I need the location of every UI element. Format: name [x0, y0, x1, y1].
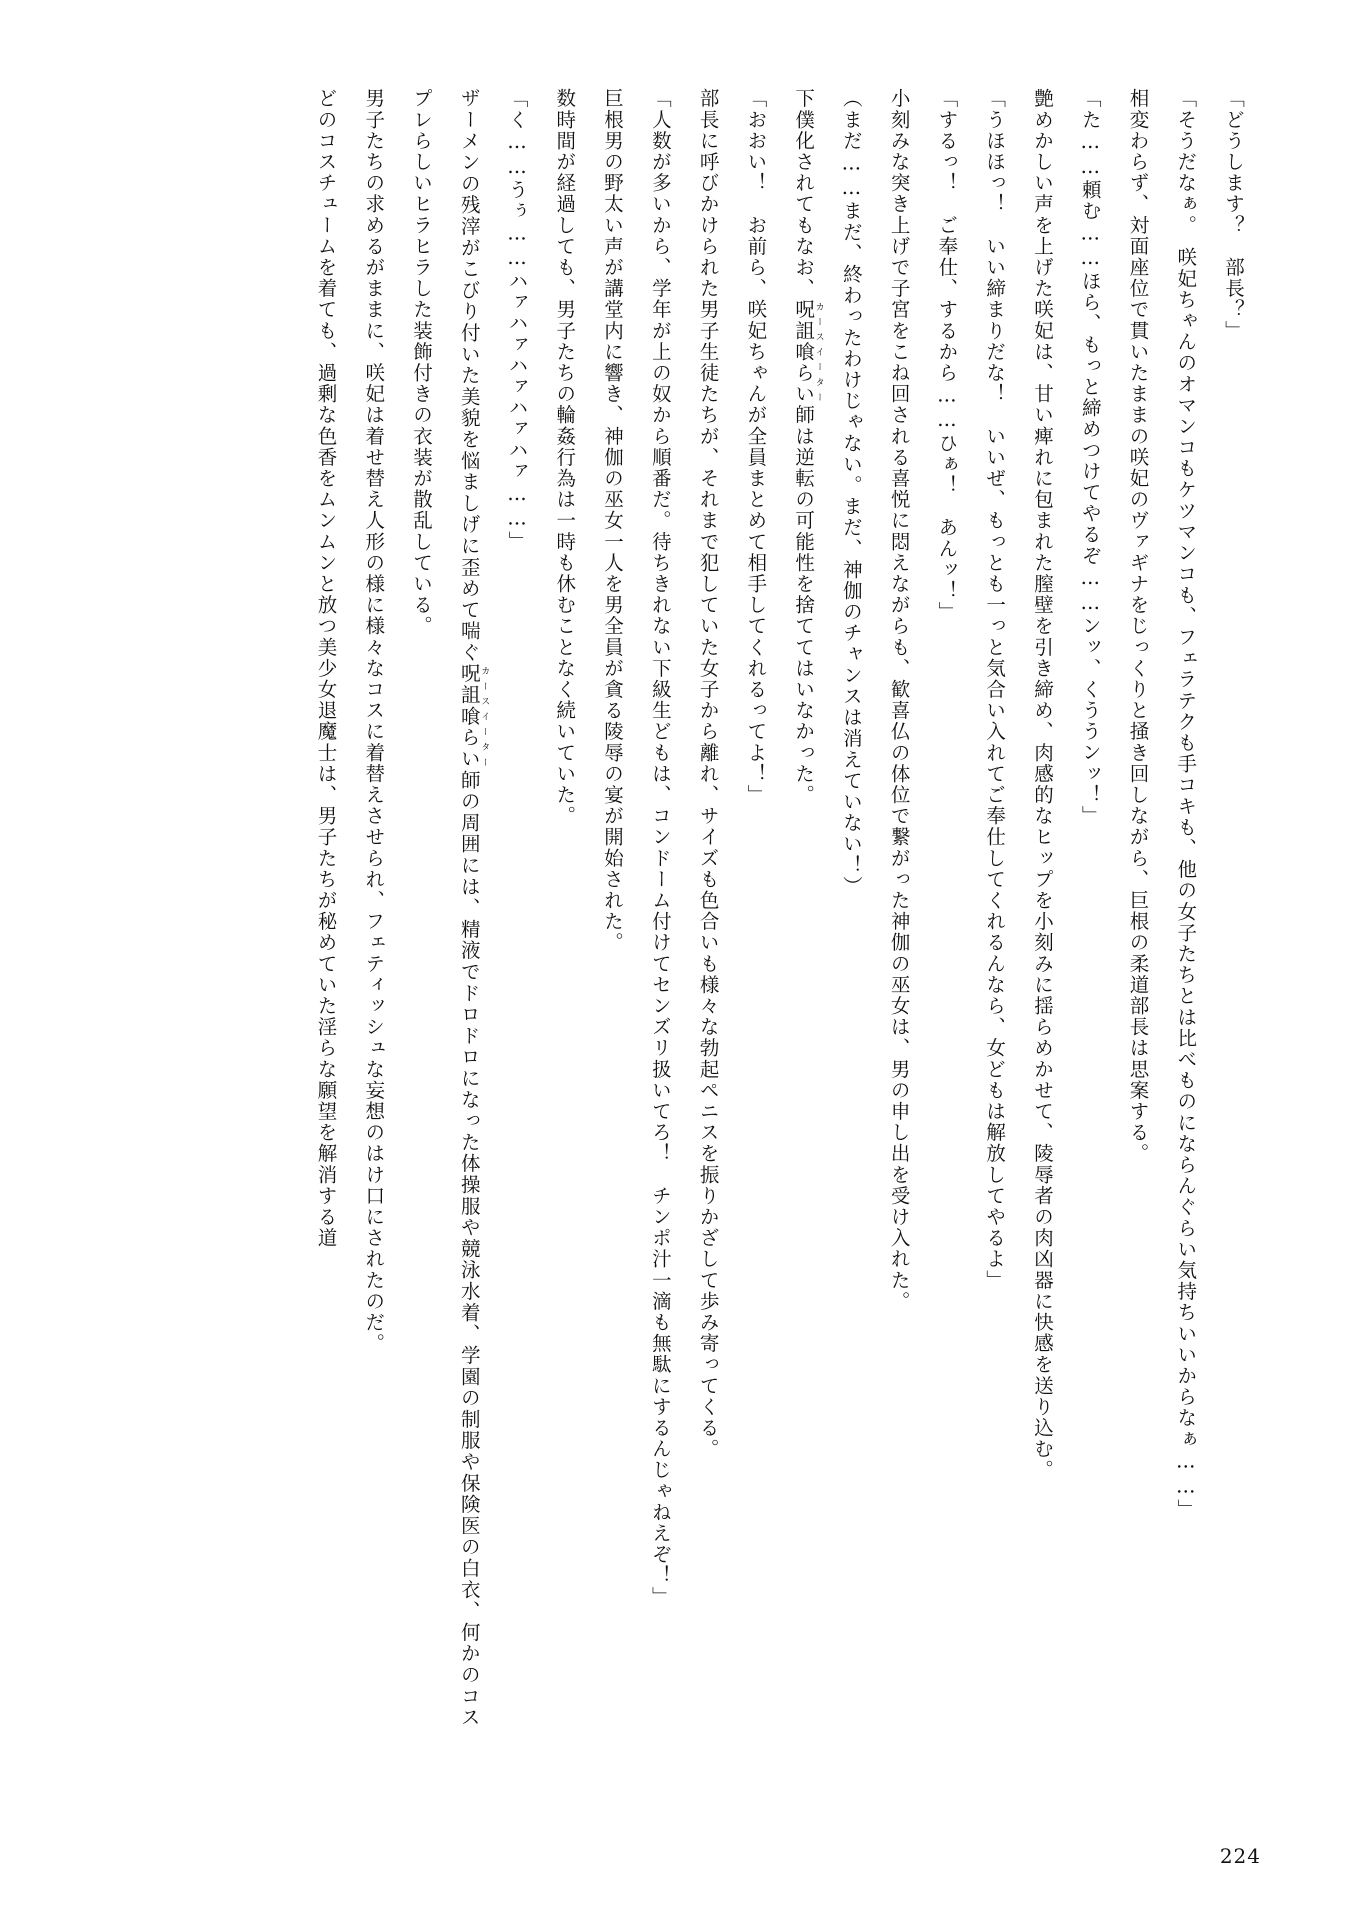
page-number: 224 [1219, 1844, 1261, 1868]
paragraph: 「く……うぅ……ハァハァハァハァハァ……」 [505, 88, 529, 553]
paragraph: 部長に呼びかけられた男子生徒たちが、それまで犯していた女子から離れ、サイズも色合いも様々な勃起ペニスを振りかざして歩み寄ってくる。 [696, 88, 720, 1460]
vertical-text-body [82, 88, 1257, 1728]
paragraph: 相変わらず、対面座位で貫いたままの咲妃のヴァギナをじっくりと掻き回しながら、巨根の柔道部長は思案する。 [1126, 88, 1150, 1165]
paragraph: 下僕化されてもなお、呪詛喰らいカースイーター師は逆転の可能性を捨ててはいなかった。 [792, 88, 824, 806]
paragraph: ザーメンの残滓がこびり付いた美貌を悩ましげに歪めて喘ぐ呪詛喰らいカースイーター師の周囲には、精液でドロドロになった体操服や競泳水着、学園の制服や保険医の白衣、何かのコスプレらしいヒラヒラした装飾付きの衣装が散乱している。 [409, 88, 490, 1729]
paragraph: 数時間が経過しても、男子たちの輪姦行為は一時も休むことなく続いていた。 [553, 88, 577, 827]
bottom-text-block [302, 88, 732, 1728]
paragraph: 「おおい！ お前ら、咲妃ちゃんが全員まとめて相手してくれるってよ！」 [744, 88, 768, 806]
paragraph: （まだ……まだ、終わったわけじゃない。まだ、神伽のチャンスは消えていない！） [839, 88, 863, 897]
paragraph: 巨根男の野太い声が講堂内に響き、神伽の巫女一人を男全員が貪る陵辱の宴が開始された。 [601, 88, 625, 954]
paragraph: 「人数が多いから、学年が上の奴から順番だ。待ちきれない下級生どもは、コンドーム付けてセンズリ扱いてろ！ チンポ汁一滴も無駄にするんじゃねえぞ！」 [648, 88, 672, 1608]
paragraph: 「そうだなぁ。 咲妃ちゃんのオマンコもケツマンコも、フェラテクも手コキも、他の女子たちとは比べものにならんぐらい気持ちいいからなぁ……」 [1174, 88, 1198, 1521]
paragraph: 「するっ！ ご奉仕、するから……ひぁ！ あんッ！」 [935, 88, 959, 623]
paragraph: 男子たちの求めるがままに、咲妃は着せ替え人形の様に様々なコスに着替えさせられ、フェティッシュな妄想のはけ口にされたのだ。 [362, 88, 386, 1354]
paragraph: 「うほほっ！ いい締まりだな！ いいぜ、もっとも一っと気合い入れてご奉仕してくれるんなら、女どもは解放してやるよ」 [983, 88, 1007, 1291]
paragraph: 艶めかしい声を上げた咲妃は、甘い痺れに包まれた膣壁を引き締め、肉感的なヒップを小刻みに揺らめかせて、陵辱者の肉凶器に快感を送り込む。 [1030, 88, 1054, 1481]
paragraph: 小刻みな突き上げで子宮をこね回される喜悦に悶えながらも、歓喜仏の体位で繋がった神伽の巫女は、男の申し出を受け入れた。 [887, 88, 911, 1312]
top-text-block [732, 88, 1257, 1728]
paragraph: 「どうします？ 部長？」 [1222, 88, 1245, 342]
paragraph: 「た……頼む……ほら、もっと締めつけてやるぞ……ンッ、くううンッ！」 [1078, 88, 1102, 827]
paragraph: どのコスチュームを着ても、過剰な色香をムンムンと放つ美少女退魔士は、男子たちが秘めていた淫らな願望を解消する道 [314, 88, 338, 1249]
